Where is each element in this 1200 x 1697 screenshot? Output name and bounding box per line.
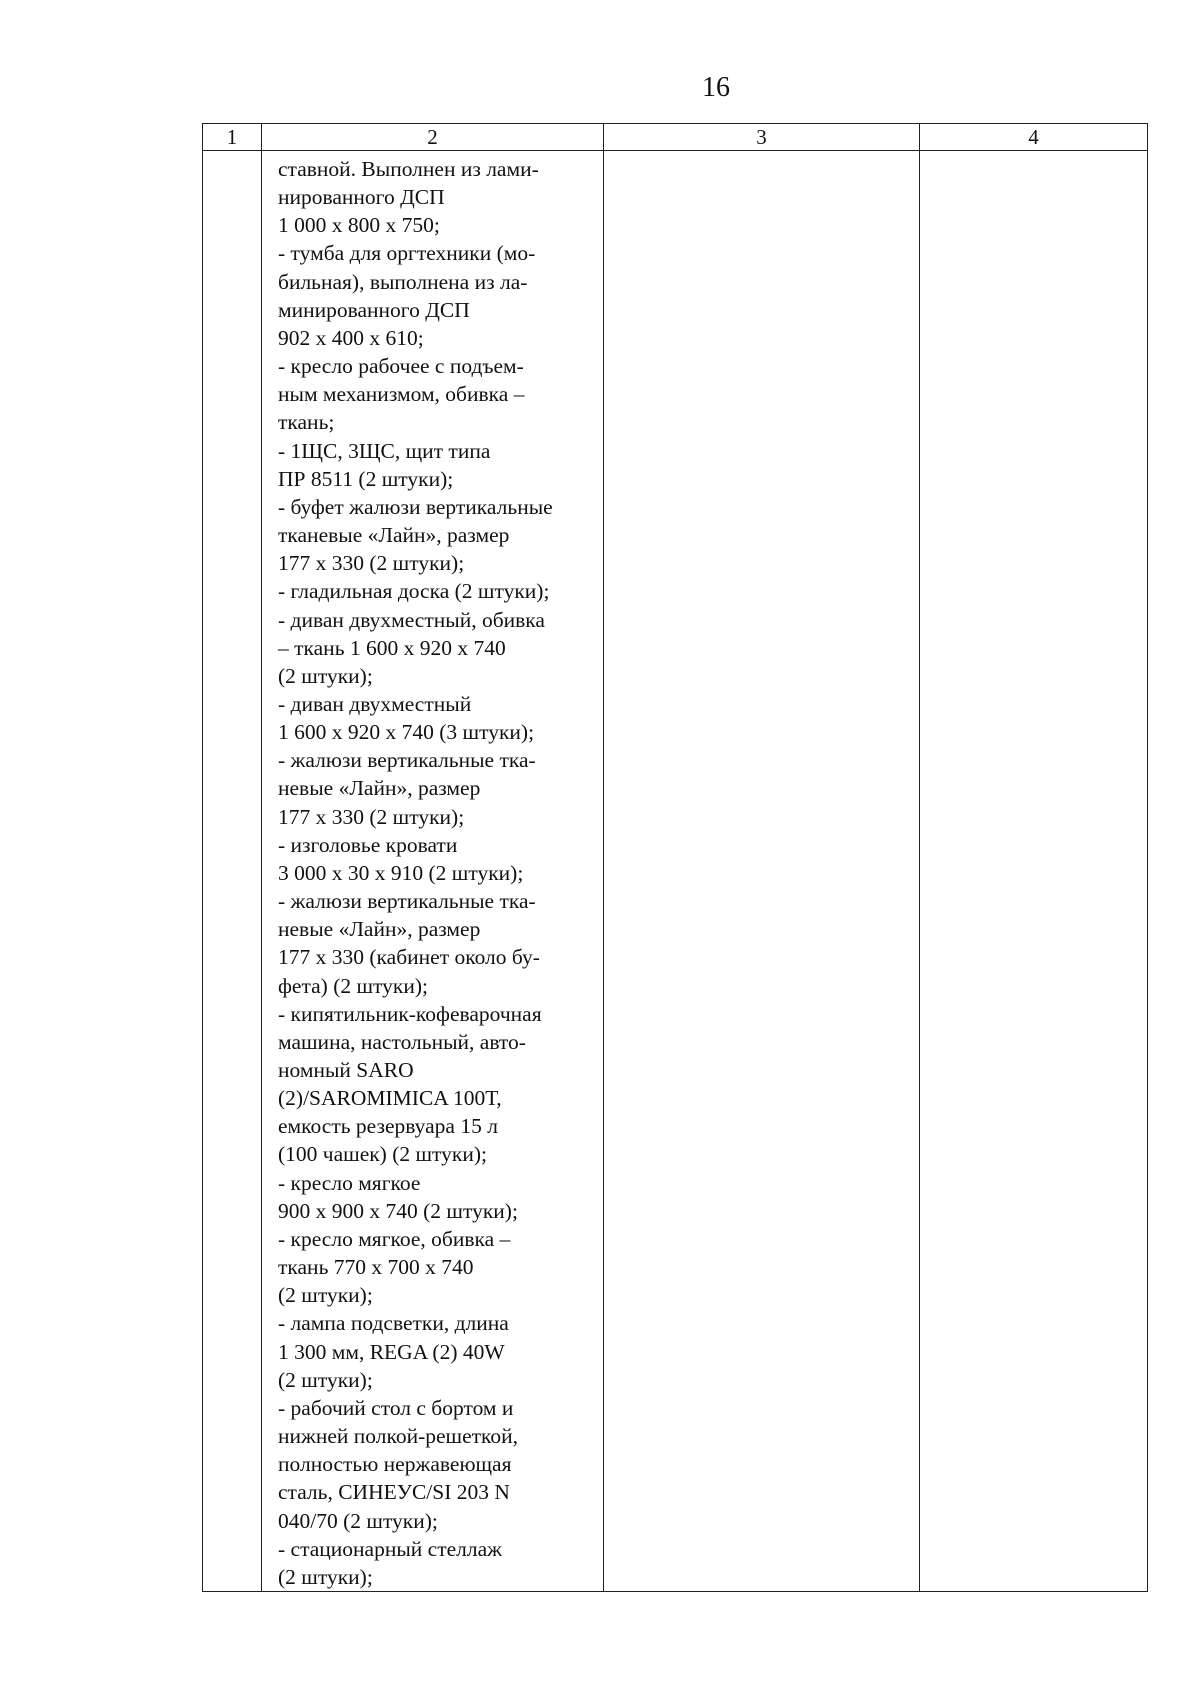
list-item: - кресло рабочее с подъем- ным механизмом, обивка – ткань; (278, 354, 525, 435)
list-item: - кресло мягкое 900 х 900 х 740 (2 штуки); (278, 1170, 518, 1223)
cell-col-3 (604, 151, 920, 1592)
list-item: - гладильная доска (2 штуки); (278, 579, 550, 604)
list-item: - лампа подсветки, длина 1 300 мм, REGA (2) 40W (2 штуки); (278, 1311, 509, 1392)
list-item: ставной. Выполнен из лами- нированного ДСП 1 000 х 800 х 750; (278, 157, 539, 238)
list-item: - диван двухместный 1 600 х 920 х 740 (3 штуки); (278, 691, 535, 745)
column-header-1: 1 (203, 124, 262, 151)
list-item: - жалюзи вертикальные тка- невые «Лайн», размер 177 х 330 (2 штуки); (278, 748, 536, 829)
equipment-table (202, 123, 1148, 1592)
equipment-list (262, 151, 603, 1591)
cell-col-4 (920, 151, 1148, 1592)
cell-col-1 (203, 151, 262, 1592)
column-header-4: 4 (920, 124, 1148, 151)
list-item: - 1ЩС, 3ЩС, щит типа ПР 8511 (2 штуки); (278, 438, 491, 491)
header-row (203, 124, 1148, 151)
table-row (203, 151, 1148, 1592)
list-item: - диван двухместный, обивка – ткань 1 600 х 920 х 740 (2 штуки); (278, 607, 545, 688)
page-number-text: 16 (702, 72, 730, 103)
list-item: - кресло мягкое, обивка – ткань 770 х 700 х 740 (2 штуки); (278, 1226, 511, 1308)
list-item: - буфет жалюзи вертикальные тканевые «Лайн», размер 177 х 330 (2 штуки); (278, 494, 553, 576)
list-item: - кипятильник-кофеварочная машина, настольный, авто- номный SARO (2)/SAROMIMICA 100Т, емкость резервуара 15 л (100 чашек) (2 штуки); (278, 1001, 542, 1167)
column-header-2: 2 (262, 124, 604, 151)
list-item: - рабочий стол с бортом и нижней полкой-решеткой, полностью нержавеющая сталь, СИНЕУС/SI 203 N 040/70 (2 штуки); (278, 1395, 519, 1533)
list-item: - жалюзи вертикальные тка- невые «Лайн», размер 177 х 330 (кабинет около бу- фета) (2 штуки); (278, 889, 540, 998)
list-item: - стационарный стеллаж (2 штуки); (278, 1536, 503, 1589)
cell-col-2 (262, 151, 604, 1592)
list-item: - тумба для оргтехники (мо- бильная), выполнена из ла- минированного ДСП 902 х 400 х 610; (278, 241, 536, 350)
list-item: - изголовье кровати 3 000 х 30 х 910 (2 штуки); (278, 832, 524, 885)
column-header-3: 3 (604, 124, 920, 151)
